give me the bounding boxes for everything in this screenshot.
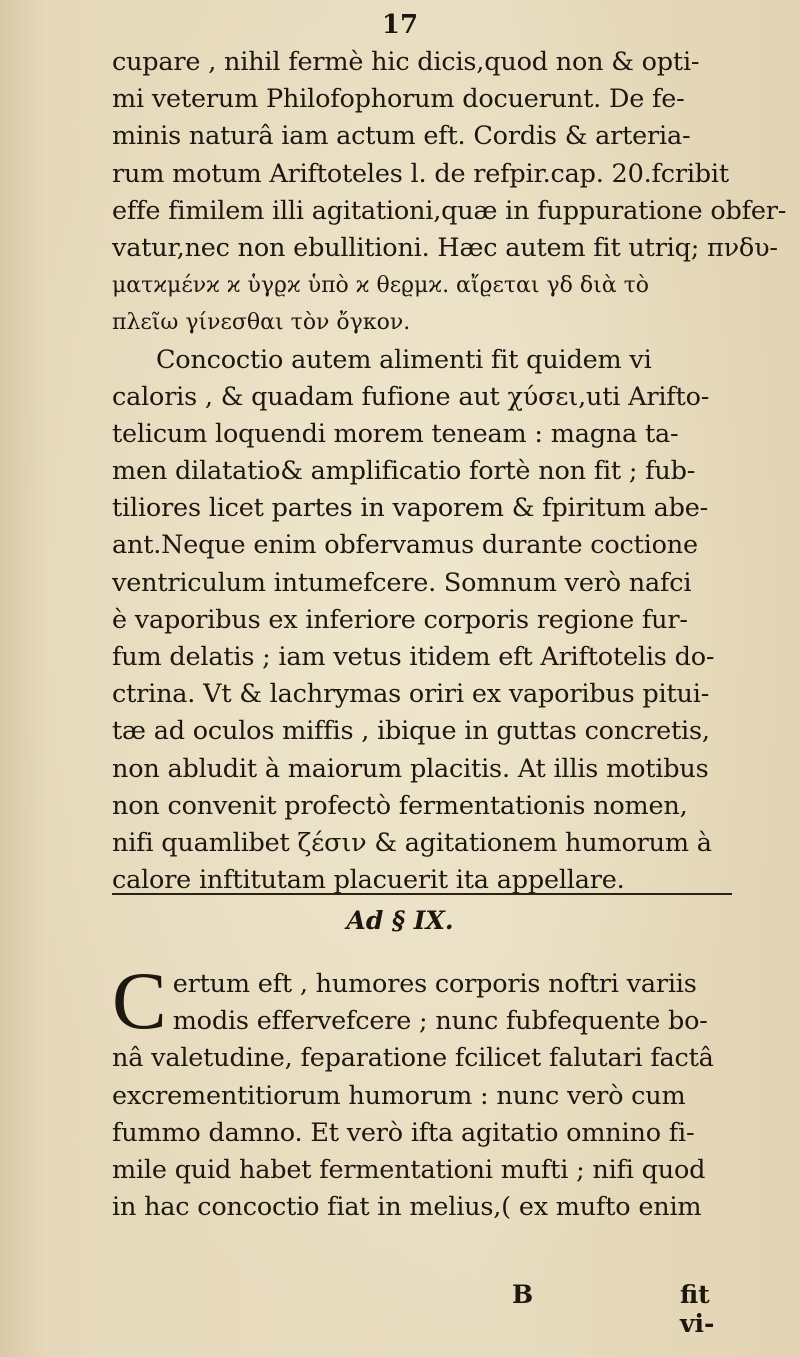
text-line: nifi quamlibet ζέσιν & agitationem humorum à: [112, 827, 712, 858]
text-line: vatur,nec non ebullitioni. Hæc autem fit utriq; πνδυ-: [112, 232, 778, 263]
text-line: tiliores licet partes in vaporem & fpiritum abe-: [112, 493, 709, 524]
text-line: minis naturâ iam actum eft. Cordis & arteria-: [112, 121, 691, 152]
signature-mark: B: [512, 1280, 534, 1309]
text-line: men dilatatio& amplificatio fortè non fit ; fub-: [112, 456, 696, 487]
text-line: ventriculum intumefcere. Somnum verò nafci: [112, 567, 692, 598]
section-divider-rule: [112, 893, 732, 895]
paragraph-2: [112, 955, 732, 1226]
text-line: ant.Neque enim obfervamus durante coctione: [112, 530, 698, 561]
text-line: Concoctio autem alimenti fit quidem vi: [156, 344, 652, 375]
page-footer: [112, 1280, 732, 1338]
page-number: 17: [381, 10, 419, 40]
text-line: modis effervefcere ; nunc fubfequente bo-: [172, 1006, 708, 1037]
text-line: in hac concoctio fiat in melius,( ex mufto enim: [112, 1192, 702, 1223]
text-line: fum delatis ; iam vetus itidem eft Ariftotelis do-: [112, 642, 715, 672]
drop-cap: C: [112, 955, 167, 1046]
text-line: rum motum Ariftoteles l. de refpir.cap. 20.fcribit: [112, 158, 729, 189]
text-line: ctrina. Vt & lachrymas oriri ex vaporibus pitui-: [112, 679, 710, 710]
text-line: calore inftitutam placuerit ita appellare.: [112, 865, 625, 896]
paragraph-1: [112, 44, 787, 899]
text-line: nâ valetudine, feparatione fcilicet falutari factâ: [112, 1043, 714, 1074]
text-line: telicum loquendi morem teneam : magna ta-: [112, 418, 679, 449]
text-line: è vaporibus ex inferiore corporis regione fur-: [112, 604, 688, 635]
greek-text-line: πλεῖω γίνεσθαι τὸν ὄγκον.: [112, 310, 411, 336]
text-line: tæ ad oculos miffis , ibique in guttas concretis,: [112, 716, 710, 747]
text-line: effe fimilem illi agitationi,quæ in fuppuratione obfer-: [112, 195, 787, 226]
greek-text-line: ματϰμένϰ ϰ ὑγϱϰ ὑπὸ ϰ θεϱμϰ. αἴϱεται γδ διὰ τὸ: [112, 273, 650, 299]
text-line: cupare , nihil fermè hic dicis,quod non & opti-: [112, 47, 700, 77]
text-line: fummo damno. Et verò ifta agitatio omnino fi-: [112, 1117, 695, 1148]
catchword: fit vi-: [680, 1280, 715, 1338]
text-line: excrementitiorum humorum : nunc verò cum: [112, 1080, 686, 1111]
text-line: non abludit à maiorum placitis. At illis motibus: [112, 753, 709, 784]
text-line: non convenit profectò fermentationis nomen,: [112, 790, 688, 821]
section-heading: Ad § IX.: [346, 906, 454, 935]
text-line: ertum eft , humores corporis noftri variis: [172, 969, 697, 999]
text-line: mile quid habet fermentationi mufti ; nifi quod: [112, 1154, 706, 1185]
text-line: mi veterum Philofophorum docuerunt. De fe-: [112, 84, 685, 115]
text-line: caloris , & quadam fufione aut χύσει,uti Arifto-: [112, 381, 710, 412]
